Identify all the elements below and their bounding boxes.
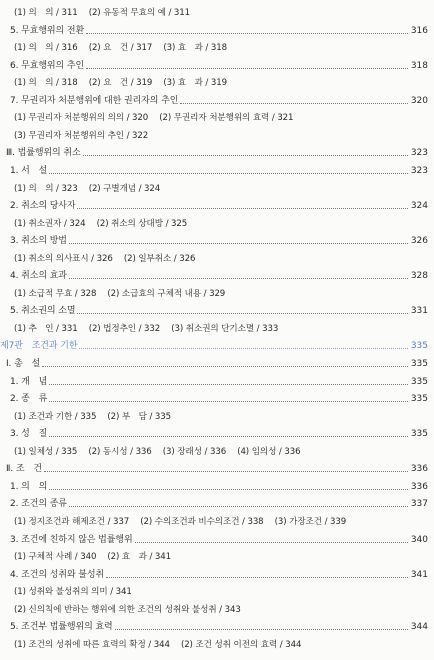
toc-entry-title: Ⅰ. 총 설 [6, 359, 41, 369]
dot-leader [69, 277, 408, 279]
toc-section [6, 462, 434, 476]
toc-entry [10, 94, 434, 108]
toc-entry-title: (1) 의 의 / 323 (2) 구별개념 / 324 [14, 183, 161, 194]
toc-entry-title: 4. 조건의 성취와 불성취 [10, 569, 105, 580]
toc-entry-title: (1) 정지조건과 해제조건 / 337 (2) 수의조건과 비수의조건 / 338 (3) 가장조건 / 339 [14, 516, 347, 527]
toc-page-number: 335 [410, 341, 428, 352]
toc-subentry [14, 217, 434, 231]
dot-leader [49, 172, 408, 174]
toc-page-number: 335 [410, 429, 428, 440]
toc-entry-title: 3. 취소의 방법 [10, 236, 67, 247]
dot-leader [49, 383, 408, 385]
toc-page-number: 320 [410, 95, 428, 106]
toc-entry [10, 164, 434, 178]
dot-leader [69, 242, 408, 244]
dot-leader [44, 470, 408, 472]
toc-entry-title: 3. 조건에 친하지 않은 법률행위 [10, 534, 133, 545]
toc-entry [10, 199, 434, 213]
toc-subentry [14, 445, 434, 459]
toc-entry [10, 375, 434, 389]
toc-entry [10, 304, 434, 318]
toc-entry-title: 1. 개 념 [10, 376, 48, 387]
toc-subentry [14, 111, 434, 125]
toc-page-number: 335 [410, 376, 428, 387]
dot-leader [86, 67, 408, 69]
dot-leader [86, 32, 408, 34]
toc-entry [10, 392, 434, 406]
dot-leader [115, 628, 408, 630]
toc-entry [10, 480, 434, 494]
toc-subentry [14, 603, 434, 617]
toc-page-number: 340 [410, 534, 428, 545]
toc-entry-title: (3) 무권리자 처분행위의 추인 / 322 [14, 130, 149, 141]
toc-page-number: 335 [410, 394, 428, 405]
dot-leader [106, 576, 408, 578]
toc-chapter [0, 339, 434, 353]
toc-subentry [14, 6, 434, 20]
toc-page-number: 318 [410, 60, 428, 71]
toc-page-number: 336 [410, 464, 428, 475]
dot-leader [77, 312, 408, 314]
toc-page-number: 326 [410, 236, 428, 247]
toc-entry-title: (2) 신의칙에 반하는 행위에 의한 조건의 성취와 불성취 / 343 [14, 604, 241, 615]
toc-entry-title: (1) 일체성 / 335 (2) 동시성 / 336 (3) 장래성 / 336 (4) 임의성 / 336 [14, 446, 301, 457]
toc-entry-title: 1. 서 설 [10, 165, 48, 176]
dot-leader [77, 207, 408, 209]
toc-page-number: 335 [410, 359, 428, 369]
toc-entry-title: 2. 종 류 [10, 394, 48, 405]
toc-section [6, 357, 434, 371]
toc-page-number: 328 [410, 271, 428, 282]
dot-leader [79, 347, 408, 349]
toc-entry-title: (1) 의 의 / 318 (2) 요 건 / 319 (3) 효 과 / 319 [14, 78, 227, 89]
toc-subentry [14, 638, 434, 652]
toc-entry [10, 533, 434, 547]
toc-entry-title: (1) 소급적 무효 / 328 (2) 소급효의 구체적 내용 / 329 [14, 288, 226, 299]
toc-page-number: 324 [410, 201, 428, 212]
toc-entry-title: (1) 무권리자 처분행위의 의의 / 320 (2) 무권리자 처분행위의 효력 / 321 [14, 113, 294, 124]
dot-leader [49, 435, 408, 437]
toc-subentry [14, 322, 434, 336]
dot-leader [42, 365, 408, 367]
toc-entry-title: (1) 구체적 사례 / 340 (2) 효 과 / 341 [14, 552, 171, 563]
toc-entry-title: Ⅲ. 법률행위의 취소 [6, 148, 81, 159]
toc-entry [10, 59, 434, 73]
toc-subentry [14, 252, 434, 266]
toc-subentry [14, 585, 434, 599]
toc-entry-title: 5. 조건부 법률행위의 효력 [10, 622, 113, 633]
toc-subentry [14, 76, 434, 90]
toc-entry-title: (1) 의 의 / 311 (2) 유동적 무효의 예 / 311 [14, 8, 191, 18]
toc-page-number: 344 [410, 622, 428, 633]
toc-entry-title: 2. 취소의 당사자 [10, 201, 76, 212]
toc-entry-title: (1) 추 인 / 331 (2) 법정추인 / 332 (3) 취소권의 단기소멸 / 333 [14, 323, 279, 334]
toc-subentry [14, 410, 434, 424]
toc-subentry [14, 550, 434, 564]
toc-entry-title: 4. 취소의 효과 [10, 271, 67, 282]
toc-section [6, 146, 434, 160]
toc-entry-title: 5. 무효행위의 전환 [10, 25, 85, 36]
toc-entry-title: Ⅱ. 조 건 [6, 464, 42, 475]
toc-subentry [14, 182, 434, 196]
toc-page-number: 316 [410, 25, 428, 36]
toc-entry [10, 620, 434, 634]
toc-subentry [14, 129, 434, 143]
toc-subentry [14, 515, 434, 529]
toc-entry-title: (1) 취소권자 / 324 (2) 취소의 상대방 / 325 [14, 218, 188, 229]
toc-entry-title: (1) 취소의 의사표시 / 326 (2) 일부취소 / 326 [14, 253, 196, 264]
toc-page-number: 323 [410, 148, 428, 159]
toc-entry-title: (1) 의 의 / 316 (2) 요 건 / 317 (3) 효 과 / 318 [14, 43, 227, 54]
dot-leader [69, 505, 408, 507]
toc-page-number: 341 [410, 569, 428, 580]
toc-entry-title: 3. 성 질 [10, 429, 48, 440]
toc-entry [10, 234, 434, 248]
toc-entry [10, 427, 434, 441]
dot-leader [49, 400, 408, 402]
toc-subentry [14, 41, 434, 55]
toc-page-number: 337 [410, 499, 428, 510]
toc-entry-title: (1) 성취와 불성취의 의미 / 341 [14, 587, 132, 598]
toc-entry-title: (1) 조건과 기한 / 335 (2) 부 담 / 335 [14, 411, 171, 422]
toc-entry-title: 5. 취소권의 소멸 [10, 306, 76, 317]
toc-entry-title: 6. 무효행위의 추인 [10, 60, 85, 71]
dot-leader [180, 102, 408, 104]
toc-entry-title: 7. 무권리자 처분행위에 대한 권리자의 추인 [10, 95, 179, 106]
toc-entry [10, 568, 434, 582]
toc-page-number: 336 [410, 481, 428, 492]
dot-leader [83, 154, 408, 156]
toc-entry-title: 제7관 조건과 기한 [0, 341, 78, 352]
toc-page-number: 331 [410, 306, 428, 317]
toc-entry [10, 497, 434, 511]
toc-entry-title: 1. 의 의 [10, 481, 48, 492]
toc-entry-title: 2. 조건의 종류 [10, 499, 67, 510]
dot-leader [49, 488, 408, 490]
dot-leader [135, 541, 408, 543]
toc-entry [10, 24, 434, 38]
toc-subentry [14, 287, 434, 301]
toc-entry-title: (1) 조건의 성취에 따른 효력의 확정 / 344 (2) 조건 성취 이전의 효력 / 344 [14, 639, 302, 650]
toc-entry [10, 269, 434, 283]
toc-page-number: 323 [410, 165, 428, 176]
